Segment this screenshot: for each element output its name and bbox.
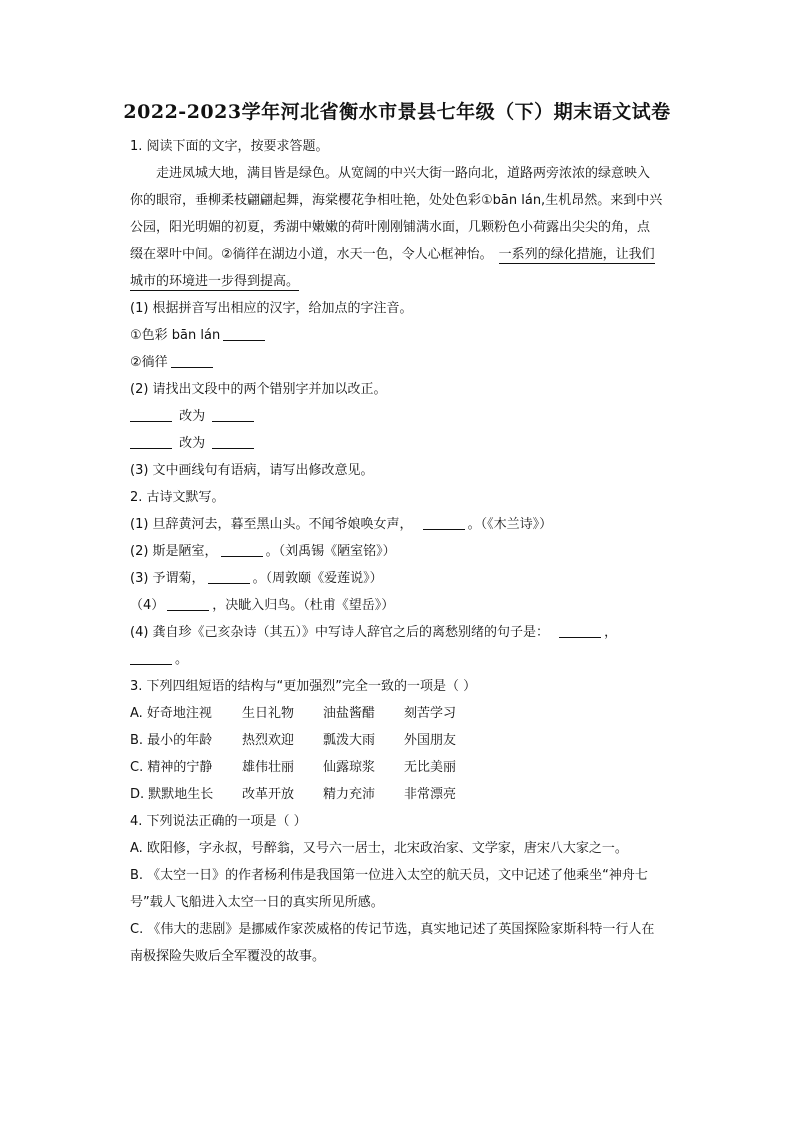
underlined-sentence-a: 一系列的绿化措施，让我们 (498, 247, 655, 262)
answer-blank[interactable] (208, 568, 250, 584)
q1-item2 (130, 349, 695, 376)
q1-passage-line-3: 公园，阳光明媚的初夏，秀湖中嫩嫩的荷叶刚刚铺满水面，几颗粉色小荷露出尖尖的角，点 (130, 220, 651, 235)
q2-line-2 (130, 538, 695, 565)
change-word: 改为 (179, 409, 206, 424)
q2-text: 。 (175, 652, 189, 667)
q2-line-5 (130, 619, 695, 646)
q2-text: (3) 予谓菊， (130, 571, 205, 586)
answer-blank[interactable] (130, 406, 172, 422)
q4-stem: 4. 下列说法正确的一项是（ ） (130, 814, 307, 829)
q4-option-b-line-2: 号”载人飞船进入太空一日的真实所见所感。 (130, 895, 384, 910)
option-phrase: 热烈欢迎 (242, 733, 295, 748)
option-phrase: 刻苦学习 (404, 706, 457, 721)
q4-option-b-line-1[interactable]: B. 《太空一日》的作者杨利伟是我国第一位进入太空的航天员，文中记述了他乘坐“神舟七 (130, 868, 648, 883)
exam-title: 2022-2023学年河北省衡水市景县七年级（下）期末语文试卷 (123, 101, 671, 123)
answer-blank[interactable] (212, 406, 254, 422)
q1-passage-line-5 (130, 268, 695, 295)
option-phrase: A. 好奇地注视 (130, 706, 212, 721)
option-phrase: 非常漂亮 (404, 787, 457, 802)
underlined-sentence-b: 城市的环境进一步得到提高。 (130, 274, 300, 289)
q2-text: ，决眦入归鸟。（杜甫《望岳》） (212, 598, 395, 613)
q2-line-1 (130, 511, 695, 538)
q1-sub1: (1) 根据拼音写出相应的汉字，给加点的字注音。 (130, 301, 413, 316)
q2-line-3 (130, 565, 695, 592)
q4-option-a[interactable]: A. 欧阳修，字永叔，号醉翁，又号六一居士，北宋政治家、文学家，唐宋八大家之一。 (130, 841, 628, 856)
q1-sub3: (3) 文中画线句有语病，请写出修改意见。 (130, 463, 374, 478)
q2-text: 。（《木兰诗》） (467, 517, 553, 532)
q2-line-4 (130, 592, 695, 619)
q1-passage-text-4: 缀在翠叶中间。②徜徉在湖边小道，水天一色，令人心框神怡。 (130, 247, 493, 262)
option-phrase: 精力充沛 (323, 787, 376, 802)
q2-text: (1) 旦辞黄河去，暮至黑山头。不闻爷娘唤女声， (130, 517, 413, 532)
q1-correction-2 (130, 430, 695, 457)
q3-option-c[interactable] (130, 754, 695, 781)
q3-option-b[interactable] (130, 727, 695, 754)
q1-correction-1 (130, 403, 695, 430)
option-phrase: 改革开放 (242, 787, 295, 802)
q4-option-c-line-2: 南极探险失败后全军覆没的故事。 (130, 949, 326, 964)
q2-line-6 (130, 646, 695, 673)
answer-blank[interactable] (167, 595, 209, 611)
q1-passage-line-1: 走进凤城大地，满目皆是绿色。从宽阔的中兴大街一路向北，道路两旁浓浓的绿意映入 (156, 166, 651, 181)
answer-blank[interactable] (171, 352, 213, 368)
option-phrase: B. 最小的年龄 (130, 733, 213, 748)
q3-option-a[interactable] (130, 700, 695, 727)
q2-text: (2) 斯是陋室， (130, 544, 218, 559)
option-phrase: 雄伟壮丽 (242, 760, 295, 775)
answer-blank[interactable] (221, 541, 263, 557)
q1-sub2: (2) 请找出文段中的两个错别字并加以改正。 (130, 382, 387, 397)
q2-text: ， (604, 625, 618, 640)
option-phrase: C. 精神的宁静 (130, 760, 213, 775)
q2-stem: 2. 古诗文默写。 (130, 490, 225, 505)
q1-passage-line-4 (130, 241, 695, 268)
answer-blank[interactable] (130, 649, 172, 665)
answer-blank[interactable] (212, 433, 254, 449)
option-phrase: 外国朋友 (404, 733, 457, 748)
q1-passage-line-2: 你的眼帘，垂柳柔枝翩翩起舞，海棠樱花争相吐艳，处处色彩①bān lán,生机昂然。来到中兴 (130, 193, 663, 208)
option-phrase: 无比美丽 (404, 760, 457, 775)
answer-blank[interactable] (223, 325, 265, 341)
answer-blank[interactable] (130, 433, 172, 449)
item1-label: ①色彩 bān lán (130, 328, 221, 343)
answer-blank[interactable] (559, 622, 601, 638)
option-phrase: 油盐酱醋 (323, 706, 376, 721)
q3-option-d[interactable] (130, 781, 695, 808)
option-phrase: 瓢泼大雨 (323, 733, 376, 748)
change-word: 改为 (179, 436, 206, 451)
answer-blank[interactable] (423, 514, 465, 530)
option-phrase: 仙露琼浆 (323, 760, 376, 775)
q3-stem: 3. 下列四组短语的结构与“更加强烈”完全一致的一项是（ ） (130, 679, 477, 694)
q2-text: 。（周敦颐《爱莲说》） (252, 571, 383, 586)
q1-stem: 1. 阅读下面的文字，按要求答题。 (130, 139, 329, 154)
q2-text: (4) 龚自珍《己亥杂诗（其五）》中写诗人辞官之后的离愁别绪的句子是： (130, 625, 550, 640)
option-phrase: D. 默默地生长 (130, 787, 214, 802)
q4-option-c-line-1[interactable]: C. 《伟大的悲剧》是挪威作家茨威格的传记节选，真实地记述了英国探险家斯科特一行人在 (130, 922, 655, 937)
item2-label: ②徜徉 (130, 355, 168, 370)
exam-content (130, 133, 695, 970)
q2-text: （4） (130, 598, 165, 613)
q1-item1 (130, 322, 695, 349)
q2-text: 。（刘禹锡《陋室铭》） (265, 544, 396, 559)
option-phrase: 生日礼物 (242, 706, 295, 721)
